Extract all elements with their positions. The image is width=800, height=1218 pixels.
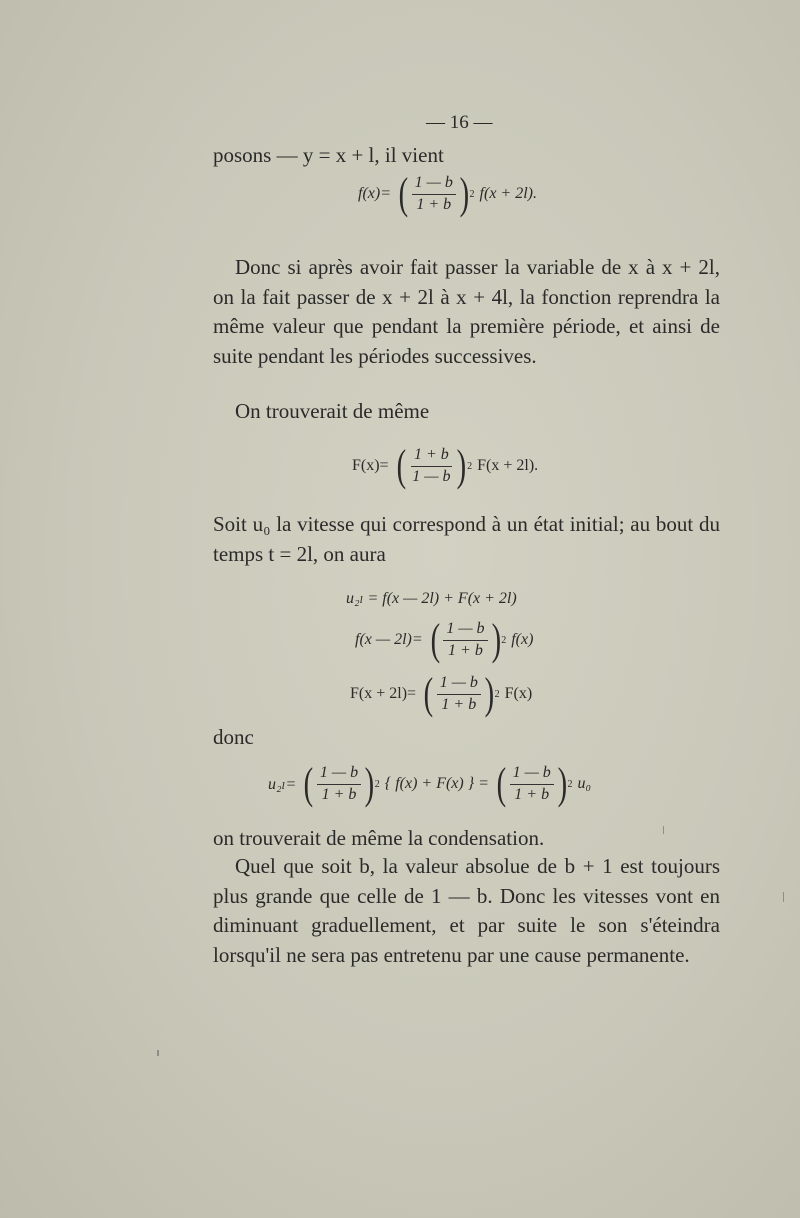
eq1-denominator: 1 + b	[416, 195, 452, 213]
paragraph-4-text: Quel que soit b, la valeur absolue de b + 1 est toujours plus grande que celle de 1 — b. Donc les vitesses vont en diminuant graduellement, et par suite le son s'éteindra lorsqu'il ne sera pas entretenu par une cause permanente.	[213, 854, 720, 967]
eq5-denominator: 1 + b	[441, 695, 477, 713]
eq5-lhs: F(x + 2l)=	[350, 685, 417, 702]
eq6-middle: { f(x) + F(x) } =	[384, 775, 489, 792]
equation-2	[352, 441, 539, 490]
eq6-denominator-1: 1 + b	[321, 785, 357, 803]
paragraph-1-text: Donc si après avoir fait passer la variable de x à x + 2l, on la fait passer de x + 2l à x + 4l, la fonction reprendra la même valeur que pendant la première période, et ainsi de suite pendant les périodes successives.	[213, 255, 720, 368]
eq2-lhs: F(x)=	[352, 457, 389, 474]
eq6-numerator-1: 1 — b	[317, 764, 361, 784]
eq4-numerator: 1 — b	[443, 620, 487, 640]
equation-6	[268, 759, 592, 808]
eq1-exponent: 2	[469, 188, 475, 200]
page-number: — 16 —	[426, 112, 493, 133]
eq4-fraction: ( $\frac{1 — b}{1 + b}$ ) 2	[430, 615, 507, 664]
eq6-fraction-2: ( $\frac{1 — b}{1 + b}$ ) 2	[496, 759, 573, 808]
text-line-on-trouverait: On trouverait de même	[235, 399, 430, 423]
equation-1	[358, 169, 537, 218]
paragraph-4	[213, 852, 720, 970]
eq6-rhs: u₀	[577, 775, 592, 792]
eq2-rhs: F(x + 2l).	[477, 457, 539, 474]
eq4-denominator: 1 + b	[448, 641, 483, 659]
equation-4	[355, 615, 534, 664]
eq2-denominator: 1 — b	[412, 467, 451, 485]
text-line-condensation: on trouverait de même la condensation.	[213, 826, 545, 850]
eq6-fraction-1: ( $\frac{1 — b}{1 + b}$ ) 2	[303, 759, 380, 808]
text-line-posons: posons — y = x + l, il vient	[213, 143, 444, 167]
eq5-exponent: 2	[494, 688, 500, 700]
eq5-fraction: ( $\frac{1 — b}{1 + b}$ ) 2	[423, 669, 500, 718]
eq6-exponent-2: 2	[567, 778, 573, 790]
paper-speck	[783, 892, 784, 902]
eq4-rhs: f(x)	[511, 631, 534, 648]
eq1-fraction: ( $\frac{1 — b}{1 + b}$ ) 2	[398, 169, 475, 218]
eq1-numerator: 1 — b	[412, 174, 456, 194]
paper-speck	[663, 826, 664, 834]
paragraph-2-text: Soit u₀ la vitesse qui correspond à un état initial; au bout du temps t = 2l, on aura	[213, 512, 720, 566]
eq5-numerator: 1 — b	[437, 674, 481, 694]
equation-3	[346, 588, 517, 608]
text-line-donc: donc	[213, 725, 254, 749]
eq3-text: u₂ₗ = f(x — 2l) + F(x + 2l)	[346, 590, 517, 607]
equation-5	[350, 669, 533, 718]
eq2-numerator: 1 + b	[411, 446, 452, 466]
eq2-exponent: 2	[467, 460, 473, 472]
paragraph-2	[213, 510, 720, 569]
eq1-rhs: f(x + 2l).	[479, 185, 537, 202]
eq2-fraction: ( $\frac{1 + b}{1 — b}$ ) 2	[396, 441, 473, 490]
paragraph-1	[213, 253, 720, 371]
eq6-lhs: u₂ₗ=	[268, 776, 297, 793]
eq4-lhs: f(x — 2l)=	[355, 631, 423, 648]
eq6-exponent-1: 2	[374, 778, 380, 790]
eq5-rhs: F(x)	[504, 685, 533, 702]
eq6-numerator-2: 1 — b	[510, 764, 554, 784]
eq4-exponent: 2	[501, 634, 507, 646]
eq6-denominator-2: 1 + b	[514, 785, 550, 803]
paper-speck	[157, 1050, 159, 1056]
eq1-lhs: f(x)=	[358, 185, 391, 202]
